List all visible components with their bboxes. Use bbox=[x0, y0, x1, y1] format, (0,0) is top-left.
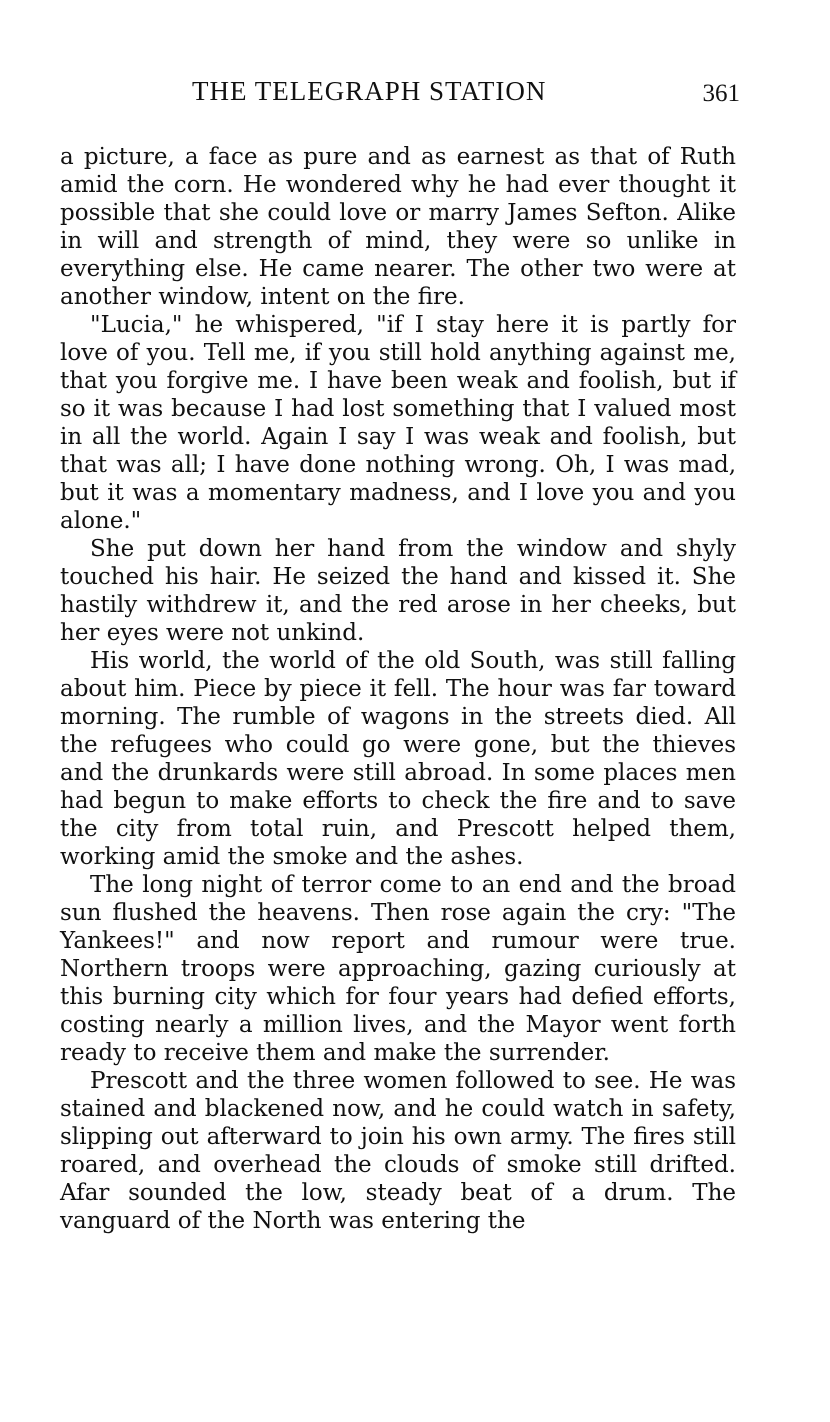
running-head bbox=[60, 76, 740, 112]
page-number: 361 bbox=[702, 80, 740, 107]
paragraph-old-south: His world, the world of the old South, was still falling about him. Piece by piece it fell. The hour was far toward morning. The rumble of wagons in the streets died. All the refugees who could go were gone, but the thieves and the drunkards were still abroad. In some places men had begun to make efforts to check the fire and to save the city from total ruin, and Prescott helped them, working amid the smoke and the ashes. bbox=[60, 648, 736, 870]
running-title: THE TELEGRAPH STATION bbox=[192, 76, 547, 106]
body-text bbox=[60, 143, 736, 1235]
paragraph-continued: a picture, a face as pure and as earnest as that of Ruth amid the corn. He wondered why he had ever thought it possible that she could love or marry James Sefton. Alike in will and strength of mind, they were so unlike in everything else. He came nearer. The other two were at another window, intent on the fire. bbox=[60, 144, 736, 310]
paragraph-lucia-dialogue: "Lucia," he whispered, "if I stay here it is partly for love of you. Tell me, if you still hold anything against me, that you forgive me. I have been weak and foolish, but if so it was because I had lost something that I valued most in all the world. Again I say I was weak and foolish, but that was all; I have done nothing wrong. Oh, I was mad, but it was a momentary madness, and I love you and you alone." bbox=[60, 312, 736, 534]
paragraph-prescott: Prescott and the three women followed to see. He was stained and blackened now, and he could watch in safety, slipping out afterward to join his own army. The fires still roared, and overhead the clouds of smoke still drifted. Afar sounded the low, steady beat of a drum. The vanguard of the North was entering the bbox=[60, 1068, 736, 1234]
paragraph-long-night: The long night of terror come to an end and the broad sun flushed the heavens. Then rose again the cry: "The Yankees!" and now report and rumour were true. Northern troops were approaching, gazing curiously at this burning city which for four years had defied efforts, costing nearly a million lives, and the Mayor went forth ready to receive them and make the surrender. bbox=[60, 872, 736, 1066]
paragraph-window-scene: She put down her hand from the window and shyly touched his hair. He seized the hand and kissed it. She hastily withdrew it, and the red arose in her cheeks, but her eyes were not unkind. bbox=[60, 536, 736, 646]
